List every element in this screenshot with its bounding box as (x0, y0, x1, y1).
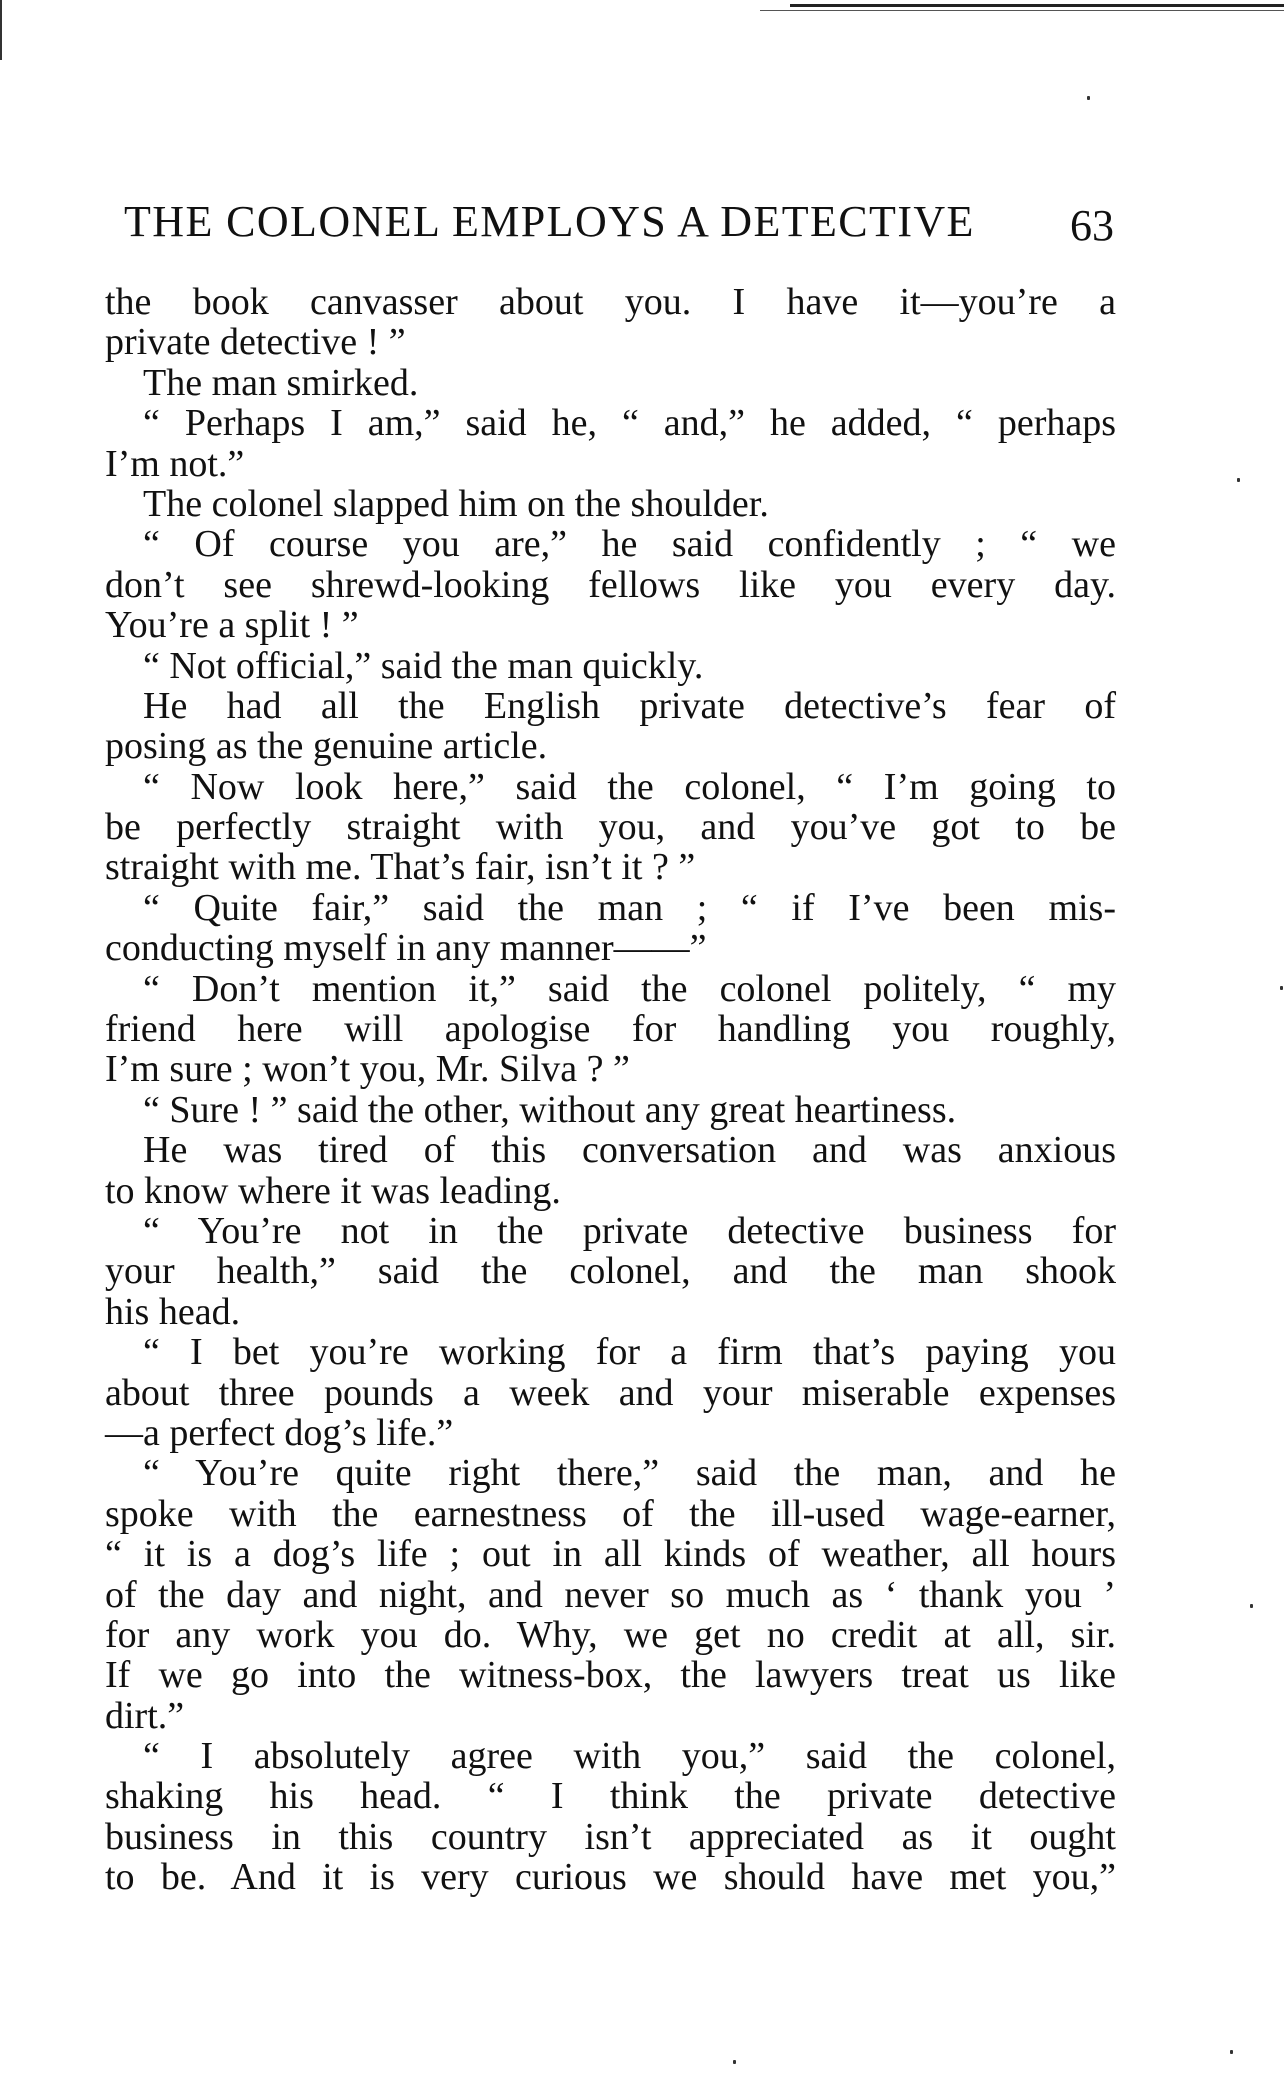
text-line: your health,” said the colonel, and the man shook (105, 1250, 1116, 1293)
speck-mark (1087, 96, 1090, 100)
text-line: spoke with the earnestness of the ill-used wage-earner, (105, 1492, 1116, 1535)
top-edge-rule (790, 4, 1284, 7)
text-line: shaking his head. “ I think the private detective (105, 1775, 1116, 1818)
text-line: about three pounds a week and your miserable expenses (105, 1371, 1116, 1414)
text-line: conducting myself in any manner——” (105, 927, 707, 970)
text-line: the book canvasser about you. I have it—you’re a (105, 281, 1116, 323)
text-line: straight with me. That’s fair, isn’t it ? ” (105, 846, 696, 889)
text-line: “ Not official,” said the man quickly. (143, 644, 704, 687)
text-line: for any work you do. Why, we get no credit at all, sir. (105, 1613, 1116, 1656)
text-line: “ it is a dog’s life ; out in all kinds of weather, all hours (105, 1533, 1116, 1576)
text-line: of the day and night, and never so much as ‘ thank you ’ (105, 1573, 1116, 1616)
text-line: friend here will apologise for handling you roughly, (105, 1008, 1116, 1051)
text-line: “ Sure ! ” said the other, without any great heartiness. (143, 1088, 957, 1131)
page-number: 63 (1070, 201, 1114, 250)
text-line: his head. (105, 1290, 241, 1333)
text-line: private detective ! ” (105, 321, 406, 364)
speck-mark (733, 2060, 736, 2064)
text-line: don’t see shrewd-looking fellows like you every day. (105, 563, 1116, 606)
text-line: You’re a split ! ” (105, 604, 359, 647)
text-line: “ I bet you’re working for a firm that’s paying you (143, 1331, 1116, 1374)
speck-mark (1230, 2050, 1233, 2054)
text-line: “ You’re not in the private detective business for (143, 1209, 1116, 1252)
text-line: “ You’re quite right there,” said the man, and he (143, 1452, 1116, 1495)
text-line: “ Quite fair,” said the man ; “ if I’ve been mis- (143, 886, 1116, 929)
text-line: The colonel slapped him on the shoulder. (143, 482, 769, 525)
text-line: “ I absolutely agree with you,” said the colonel, (143, 1735, 1116, 1778)
text-line: I’m not.” (105, 442, 245, 485)
text-line: “ Of course you are,” he said confidently ; “ we (143, 523, 1116, 566)
left-edge-mark (0, 0, 2, 60)
text-line: “ Now look here,” said the colonel, “ I’m going to (143, 765, 1116, 808)
body-text (105, 282, 1116, 1898)
text-line: “ Perhaps I am,” said he, “ and,” he added, “ perhaps (143, 402, 1116, 445)
text-line: If we go into the witness-box, the lawyers treat us like (105, 1654, 1116, 1697)
text-line: —a perfect dog’s life.” (105, 1411, 454, 1454)
text-line: The man smirked. (143, 361, 419, 404)
text-line: to know where it was leading. (105, 1169, 561, 1212)
running-head (124, 196, 1114, 252)
text-line: business in this country isn’t appreciated as it ought (105, 1815, 1116, 1858)
text-line: dirt.” (105, 1694, 185, 1737)
text-line: “ Don’t mention it,” said the colonel politely, “ my (143, 967, 1116, 1010)
text-line: He was tired of this conversation and was anxious (143, 1129, 1116, 1172)
text-line: posing as the genuine article. (105, 725, 548, 768)
speck-mark (1250, 1604, 1253, 1608)
text-line: He had all the English private detective’s fear of (143, 684, 1116, 727)
top-edge-thin-rule (760, 10, 1284, 11)
text-line: I’m sure ; won’t you, Mr. Silva ? ” (105, 1048, 630, 1091)
text-line: to be. And it is very curious we should have met you,” (105, 1856, 1116, 1899)
speck-mark (1237, 478, 1240, 482)
speck-mark (1280, 986, 1283, 990)
running-head-title: THE COLONEL EMPLOYS A DETECTIVE (124, 197, 975, 246)
text-line: be perfectly straight with you, and you’ve got to be (105, 806, 1116, 849)
